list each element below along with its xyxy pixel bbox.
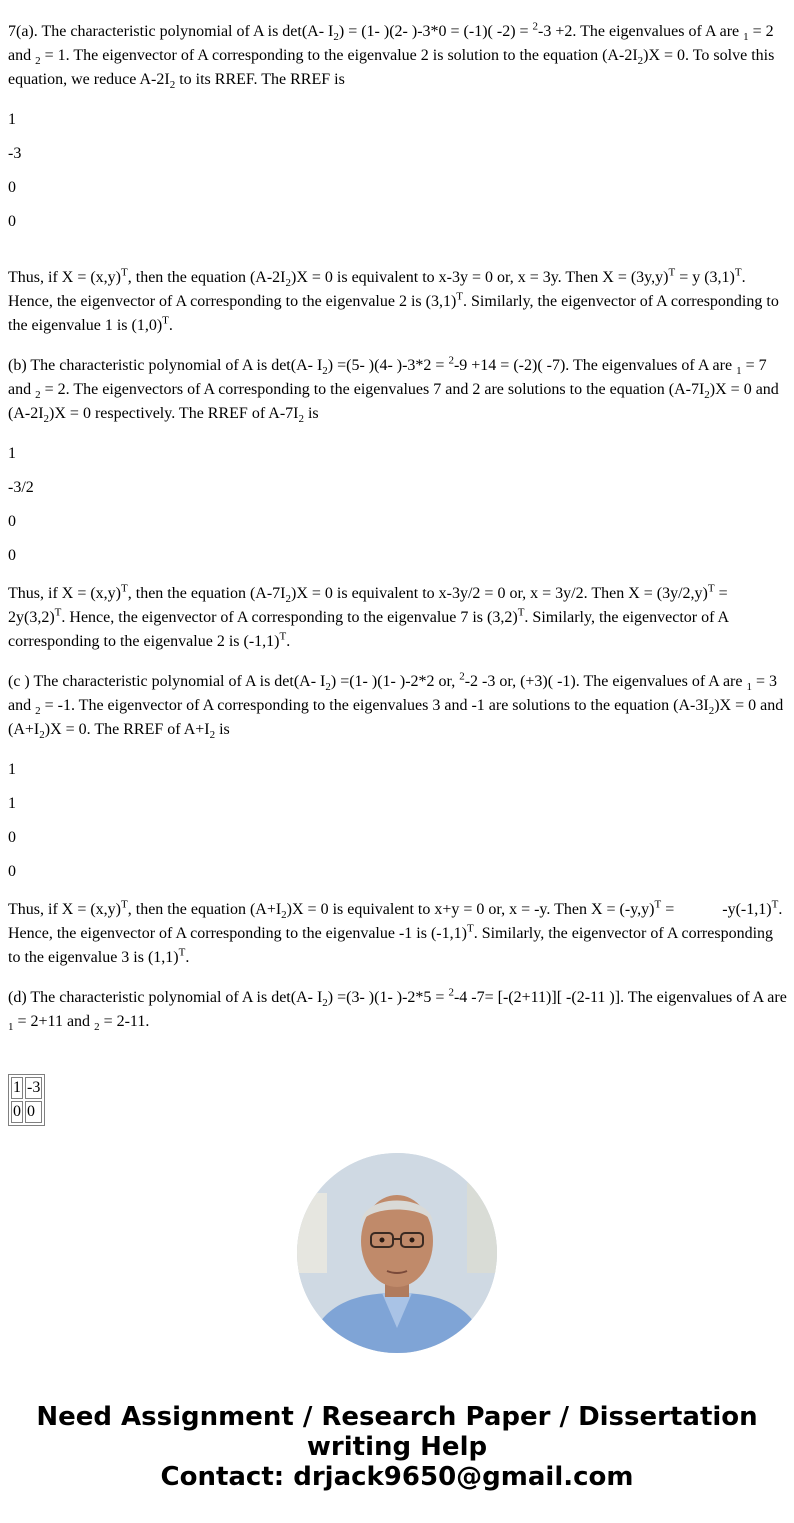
- rref-entry: 1: [8, 111, 16, 128]
- footer-banner: [0, 1402, 794, 1492]
- matrix-row: [11, 1077, 42, 1099]
- rref-entry: -3: [8, 145, 22, 162]
- part-b-intro: (b) The characteristic polynomial of A is det(A- $I_2) =(5-$ )(4- )-3*2 = $^2$-9 +14 = (-2)( -7). The eigenvalues of A are $_1$ = 7 and $_2$ = 2. The eigenvectors of A corresponding to the eigenvalues 7 and 2 are solutions to the equation $(A-7I_2)X = 0$ and $(A-2I_2)X = 0$ respectively. The RREF of $A-7I_2$ is: [8, 354, 779, 426]
- rref-entry: 1: [8, 445, 16, 462]
- part-d-intro: (d) The characteristic polynomial of A is det(A- $I_2) =(3-$ )(1- )-2*5 = $^2$-4 -7= [-(2+11)][ -(2-11 )]. The eigenvalues of A are $_1$ = 2+11 and $_2$ = 2-11.: [8, 986, 787, 1034]
- matrix-cell: 0: [25, 1101, 42, 1123]
- part-c-intro: (c ) The characteristic polynomial of A is det(A- $I_2) =(1-$ )(1- )-2*2 or, $^2$-2 -3 or, (+3)( -1). The eigenvalues of A are $_1$ = 3 and $_2$ = -1. The eigenvector of A corresponding to the eigenvalues 3 and -1 are solutions to the equation $(A-3I_2)X = 0$ and $(A+I_2)X = 0$. The RREF of $A+I_2$ is: [8, 670, 784, 742]
- rref-entry: 0: [8, 213, 16, 230]
- author-avatar: [297, 1153, 497, 1353]
- part-b-solution: Thus, if $X = (x,y)^T$, then the equation $(A-7I_2)X = 0$ is equivalent to x-3y/2 = 0 or, x = 3y/2. Then $X = (3y/2,y)^T = 2y(3,2)^T$. Hence, the eigenvector of A corresponding to the eigenvalue 7 is $(3,2)^T$. Similarly, the eigenvector of A corresponding to the eigenvalue 2 is $(-1,1)^T$.: [8, 582, 729, 650]
- rref-entry: 0: [8, 829, 16, 846]
- part-a-intro: 7(a). The characteristic polynomial of A is det(A- $I_2) = (1-$ )(2- )-3*0 = (-1)( -2) = $^2$-3 +2. The eigenvalues of A are $_1$ = 2 and $_2$ = 1. The eigenvector of A corresponding to the eigenvalue 2 is solution to the equation $(A-2I_2)X = 0$. To solve this equation, we reduce $A-2I_2$ to its RREF. The RREF is: [8, 20, 775, 92]
- rref-entry: 1: [8, 795, 16, 812]
- rref-entry: 0: [8, 513, 16, 530]
- part-c-solution: Thus, if $X = (x,y)^T$, then the equation $(A+I_2)X = 0$ is equivalent to x+y = 0 or, x = -y. Then $X = (-y,y)^T = -y(-1,1)^T$. Hence, the eigenvector of A corresponding to the eigenvalue -1 is $(-1,1)^T$. Similarly, the eigenvector of A corresponding to the eigenvalue 3 is $(1,1)^T$.: [8, 898, 783, 966]
- rref-entry: 0: [8, 863, 16, 880]
- rref-entry: 0: [8, 547, 16, 564]
- matrix-cell: -3: [25, 1077, 42, 1099]
- portrait-illustration: [297, 1153, 497, 1353]
- rref-entry: -3/2: [8, 479, 34, 496]
- author-photo: [297, 1153, 497, 1353]
- part-a-solution: Thus, if $X = (x,y)^T$, then the equation $(A-2I_2)X = 0$ is equivalent to x-3y = 0 or, x = 3y. Then $X = (3y,y)^T = y$ $(3,1)^T$. Hence, the eigenvector of A corresponding to the eigenvalue 2 is $(3,1)^T$. Similarly, the eigenvector of A corresponding to the eigenvalue 1 is $(1,0)^T$.: [8, 266, 779, 334]
- solution-document: [8, 20, 788, 1126]
- rref-matrix-table: [8, 1074, 45, 1126]
- matrix-cell: 0: [11, 1101, 23, 1123]
- rref-entry: 0: [8, 179, 16, 196]
- rref-entry: 1: [8, 761, 16, 778]
- footer-help-text: Need Assignment / Research Paper / Dissertation writing Help: [36, 1402, 758, 1462]
- footer-contact-text[interactable]: Contact: drjack9650@gmail.com: [160, 1462, 634, 1492]
- matrix-row: [11, 1101, 42, 1123]
- matrix-cell: 1: [11, 1077, 23, 1099]
